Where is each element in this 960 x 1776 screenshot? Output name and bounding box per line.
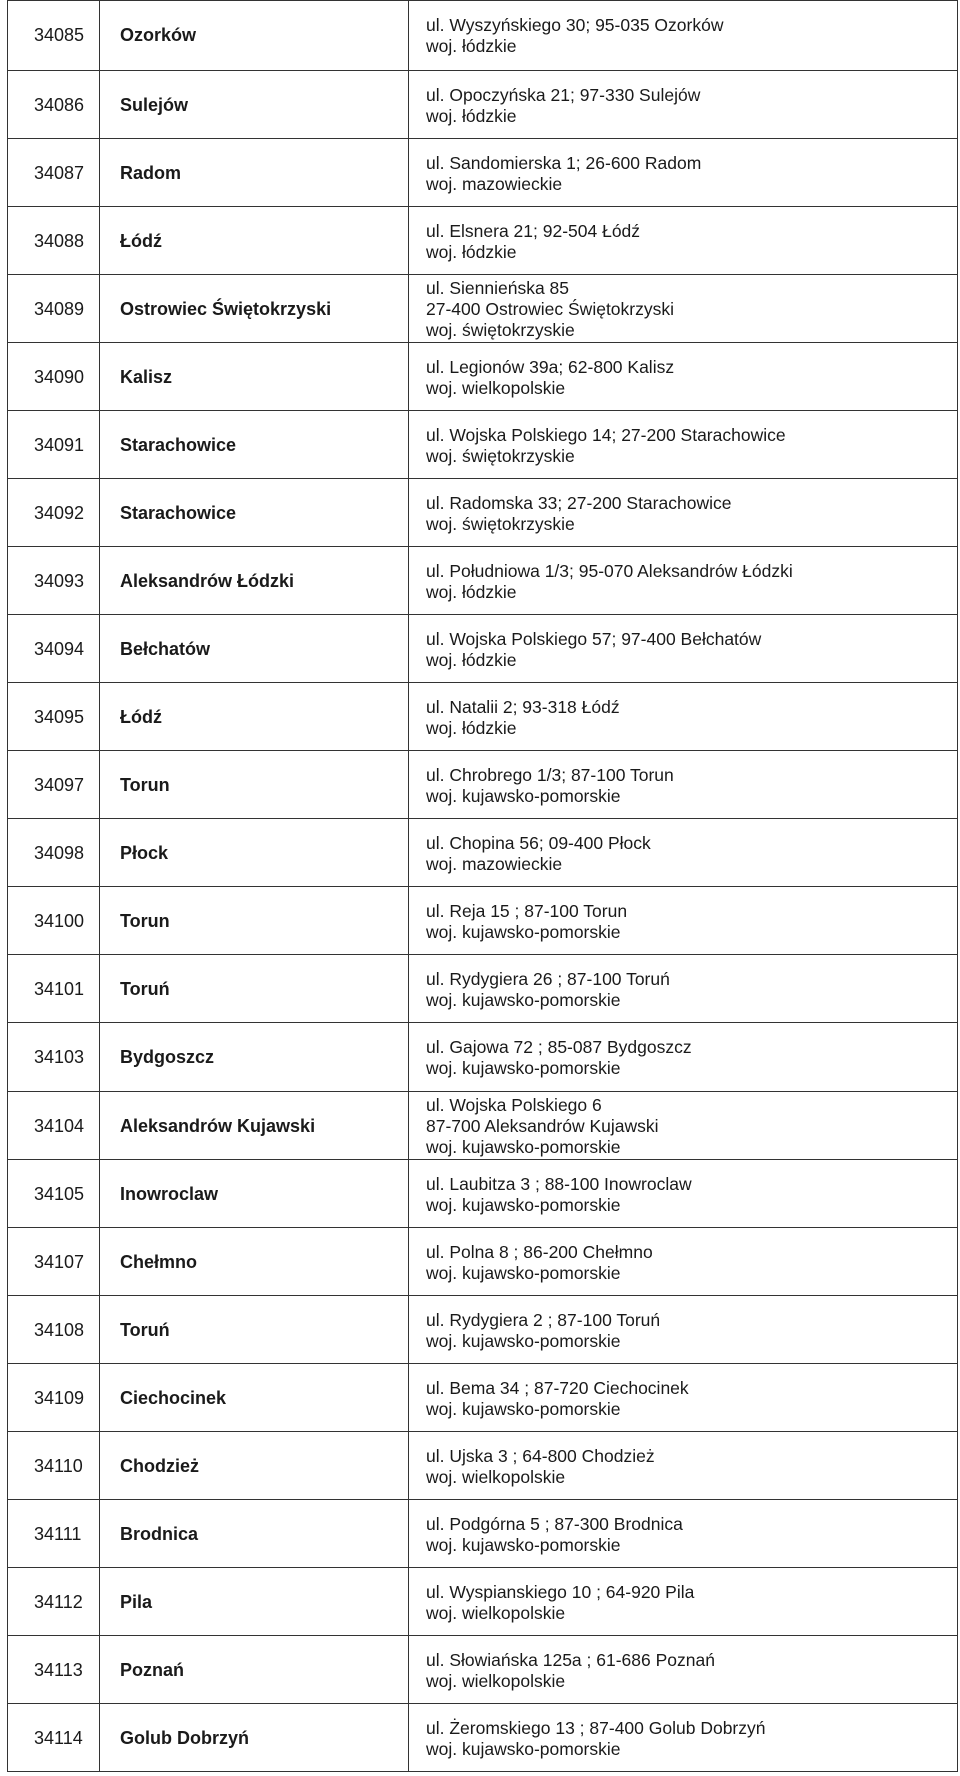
address-line: woj. świętokrzyskie	[426, 514, 575, 535]
address-cell	[409, 343, 958, 411]
address-cell	[409, 139, 958, 207]
address-cell	[409, 751, 958, 819]
address-cell	[409, 955, 958, 1023]
city-cell: Starachowice	[100, 411, 409, 479]
table-row	[8, 275, 958, 343]
city-cell: Inowroclaw	[100, 1159, 409, 1227]
table-row	[8, 343, 958, 411]
address-line: ul. Legionów 39a; 62-800 Kalisz	[426, 357, 675, 378]
table-row	[8, 1295, 958, 1363]
address-line: ul. Natalii 2; 93-318 Łódź	[426, 697, 620, 718]
address-line: woj. łódzkie	[426, 582, 517, 603]
address-line: woj. świętokrzyskie	[426, 446, 575, 467]
address-line: ul. Reja 15 ; 87-100 Torun	[426, 901, 628, 922]
address-line: woj. mazowieckie	[426, 174, 563, 195]
city-cell: Chełmno	[100, 1227, 409, 1295]
address-line: ul. Wyszyńskiego 30; 95-035 Ozorków	[426, 15, 724, 35]
address-line: woj. kujawsko-pomorskie	[426, 990, 621, 1011]
address-line: ul. Sienniеńska 85	[426, 278, 570, 299]
city-cell: Łódź	[100, 207, 409, 275]
branch-code-cell: 34114	[8, 1703, 100, 1771]
branch-code-cell: 34105	[8, 1159, 100, 1227]
address-line: woj. łódzkie	[426, 718, 517, 739]
address-cell	[409, 1, 958, 71]
branch-code-cell: 34111	[8, 1499, 100, 1567]
city-cell: Golub Dobrzyń	[100, 1703, 409, 1771]
address-cell	[409, 71, 958, 139]
address-line: woj. łódzkie	[426, 36, 517, 56]
city-cell: Toruń	[100, 1295, 409, 1363]
branch-code-cell: 34094	[8, 615, 100, 683]
city-cell: Torun	[100, 751, 409, 819]
address-line: ul. Opoczyńska 21; 97-330 Sulejów	[426, 85, 701, 106]
address-cell	[409, 819, 958, 887]
address-line: woj. kujawsko-pomorskie	[426, 1398, 621, 1419]
table-row	[8, 207, 958, 275]
address-line: ul. Polna 8 ; 86-200 Chełmno	[426, 1241, 653, 1262]
branch-code-cell: 34090	[8, 343, 100, 411]
branch-code-cell: 34103	[8, 1023, 100, 1091]
address-line: woj. wielkopolskie	[426, 378, 566, 399]
table-row	[8, 411, 958, 479]
address-cell	[409, 1023, 958, 1091]
city-cell: Chodzież	[100, 1431, 409, 1499]
address-line: ul. Ujska 3 ; 64-800 Chodzież	[426, 1445, 655, 1466]
city-cell: Kalisz	[100, 343, 409, 411]
table-row	[8, 683, 958, 751]
city-cell: Poznań	[100, 1635, 409, 1703]
address-line: woj. kujawsko-pomorskie	[426, 786, 621, 807]
address-line: woj. kujawsko-pomorskie	[426, 1194, 621, 1215]
table-row	[8, 547, 958, 615]
table-row	[8, 1091, 958, 1159]
branch-code-cell: 34085	[8, 1, 100, 71]
table-row	[8, 1227, 958, 1295]
address-line: 87-700 Aleksandrów Kujawski	[426, 1115, 659, 1136]
address-cell	[409, 1159, 958, 1227]
address-line: ul. Żeromskiego 13 ; 87-400 Golub Dobrzyń	[426, 1717, 766, 1738]
table-row	[8, 1023, 958, 1091]
table-row	[8, 1431, 958, 1499]
address-cell	[409, 1499, 958, 1567]
address-line: ul. Radomska 33; 27-200 Starachowice	[426, 493, 732, 514]
table-row	[8, 139, 958, 207]
branch-code-cell: 34109	[8, 1363, 100, 1431]
branch-code-cell: 34095	[8, 683, 100, 751]
address-cell	[409, 1703, 958, 1771]
address-cell	[409, 1363, 958, 1431]
address-cell	[409, 207, 958, 275]
address-cell	[409, 1635, 958, 1703]
table-row	[8, 887, 958, 955]
branch-code-cell: 34110	[8, 1431, 100, 1499]
address-line: ul. Wojska Polskiego 14; 27-200 Starachowice	[426, 425, 786, 446]
address-cell	[409, 1567, 958, 1635]
city-cell: Bydgoszcz	[100, 1023, 409, 1091]
address-cell	[409, 615, 958, 683]
table-row	[8, 1567, 958, 1635]
address-cell	[409, 1091, 958, 1159]
address-line: woj. świętokrzyskie	[426, 320, 575, 341]
table-row	[8, 1159, 958, 1227]
branch-code-cell: 34098	[8, 819, 100, 887]
table-row	[8, 751, 958, 819]
city-cell: Torun	[100, 887, 409, 955]
branch-code-cell: 34101	[8, 955, 100, 1023]
table-row	[8, 1703, 958, 1771]
city-cell: Aleksandrów Łódzki	[100, 547, 409, 615]
table-row	[8, 1499, 958, 1567]
table-row	[8, 955, 958, 1023]
address-line: ul. Elsnera 21; 92-504 Łódź	[426, 221, 641, 242]
branch-code-cell: 34087	[8, 139, 100, 207]
address-line: ul. Laubitza 3 ; 88-100 Inowroclaw	[426, 1173, 692, 1194]
branch-code-cell: 34104	[8, 1091, 100, 1159]
branch-table	[7, 0, 958, 1772]
address-line: 27-400 Ostrowiec Świętokrzyski	[426, 299, 674, 320]
address-cell	[409, 275, 958, 343]
branch-code-cell: 34107	[8, 1227, 100, 1295]
address-line: ul. Rydygiera 2 ; 87-100 Toruń	[426, 1309, 661, 1330]
address-line: ul. Podgórna 5 ; 87-300 Brodnica	[426, 1513, 683, 1534]
address-cell	[409, 683, 958, 751]
table-row	[8, 71, 958, 139]
branch-code-cell: 34093	[8, 547, 100, 615]
address-line: ul. Gajowa 72 ; 85-087 Bydgoszcz	[426, 1037, 692, 1058]
table-row	[8, 1, 958, 71]
address-line: woj. łódzkie	[426, 650, 517, 671]
address-line: woj. wielkopolskie	[426, 1670, 566, 1691]
address-line: ul. Wojska Polskiego 57; 97-400 Bełchatów	[426, 629, 762, 650]
address-line: woj. kujawsko-pomorskie	[426, 1262, 621, 1283]
address-line: woj. kujawsko-pomorskie	[426, 1136, 621, 1157]
address-line: ul. Południowa 1/3; 95-070 Aleksandrów Łódzki	[426, 561, 793, 582]
table-row	[8, 1363, 958, 1431]
branch-code-cell: 34097	[8, 751, 100, 819]
address-line: ul. Wyspianskiego 10 ; 64-920 Pila	[426, 1581, 695, 1602]
city-cell: Ostrowiec Świętokrzyski	[100, 275, 409, 343]
address-line: woj. mazowieckie	[426, 854, 563, 875]
address-line: ul. Chopina 56; 09-400 Płock	[426, 833, 651, 854]
branch-code-cell: 34089	[8, 275, 100, 343]
city-cell: Płock	[100, 819, 409, 887]
city-cell: Bełchatów	[100, 615, 409, 683]
branch-code-cell: 34092	[8, 479, 100, 547]
address-line: ul. Bema 34 ; 87-720 Ciechocinek	[426, 1377, 689, 1398]
branch-code-cell: 34091	[8, 411, 100, 479]
address-cell	[409, 1431, 958, 1499]
address-line: ul. Wojska Polskiego 6	[426, 1094, 602, 1115]
address-line: woj. kujawsko-pomorskie	[426, 922, 621, 943]
address-cell	[409, 411, 958, 479]
city-cell: Aleksandrów Kujawski	[100, 1091, 409, 1159]
branch-code-cell: 34112	[8, 1567, 100, 1635]
branch-code-cell: 34113	[8, 1635, 100, 1703]
address-line: ul. Sandomierska 1; 26-600 Radom	[426, 153, 702, 174]
address-line: woj. łódzkie	[426, 106, 517, 127]
address-line: ul. Słowiańska 125a ; 61-686 Poznań	[426, 1649, 715, 1670]
city-cell: Łódź	[100, 683, 409, 751]
city-cell: Ciechocinek	[100, 1363, 409, 1431]
address-line: woj. kujawsko-pomorskie	[426, 1738, 621, 1759]
city-cell: Radom	[100, 139, 409, 207]
city-cell: Brodnica	[100, 1499, 409, 1567]
branch-code-cell: 34086	[8, 71, 100, 139]
address-line: woj. wielkopolskie	[426, 1602, 566, 1623]
address-cell	[409, 479, 958, 547]
address-line: woj. wielkopolskie	[426, 1466, 566, 1487]
city-cell: Sulejów	[100, 71, 409, 139]
address-line: woj. kujawsko-pomorskie	[426, 1534, 621, 1555]
address-line: woj. łódzkie	[426, 242, 517, 263]
address-line: woj. kujawsko-pomorskie	[426, 1058, 621, 1079]
branch-code-cell: 34108	[8, 1295, 100, 1363]
city-cell: Pila	[100, 1567, 409, 1635]
address-cell	[409, 1295, 958, 1363]
branch-code-cell: 34100	[8, 887, 100, 955]
table-row	[8, 1635, 958, 1703]
address-line: woj. kujawsko-pomorskie	[426, 1330, 621, 1351]
address-cell	[409, 547, 958, 615]
branch-table-body	[8, 1, 958, 1772]
address-cell	[409, 887, 958, 955]
address-line: ul. Chrobrego 1/3; 87-100 Torun	[426, 765, 674, 786]
address-line: ul. Rydygiera 26 ; 87-100 Toruń	[426, 969, 670, 990]
table-row	[8, 479, 958, 547]
city-cell: Starachowice	[100, 479, 409, 547]
city-cell: Ozorków	[100, 1, 409, 71]
table-row	[8, 819, 958, 887]
branch-code-cell: 34088	[8, 207, 100, 275]
table-row	[8, 615, 958, 683]
city-cell: Toruń	[100, 955, 409, 1023]
address-cell	[409, 1227, 958, 1295]
